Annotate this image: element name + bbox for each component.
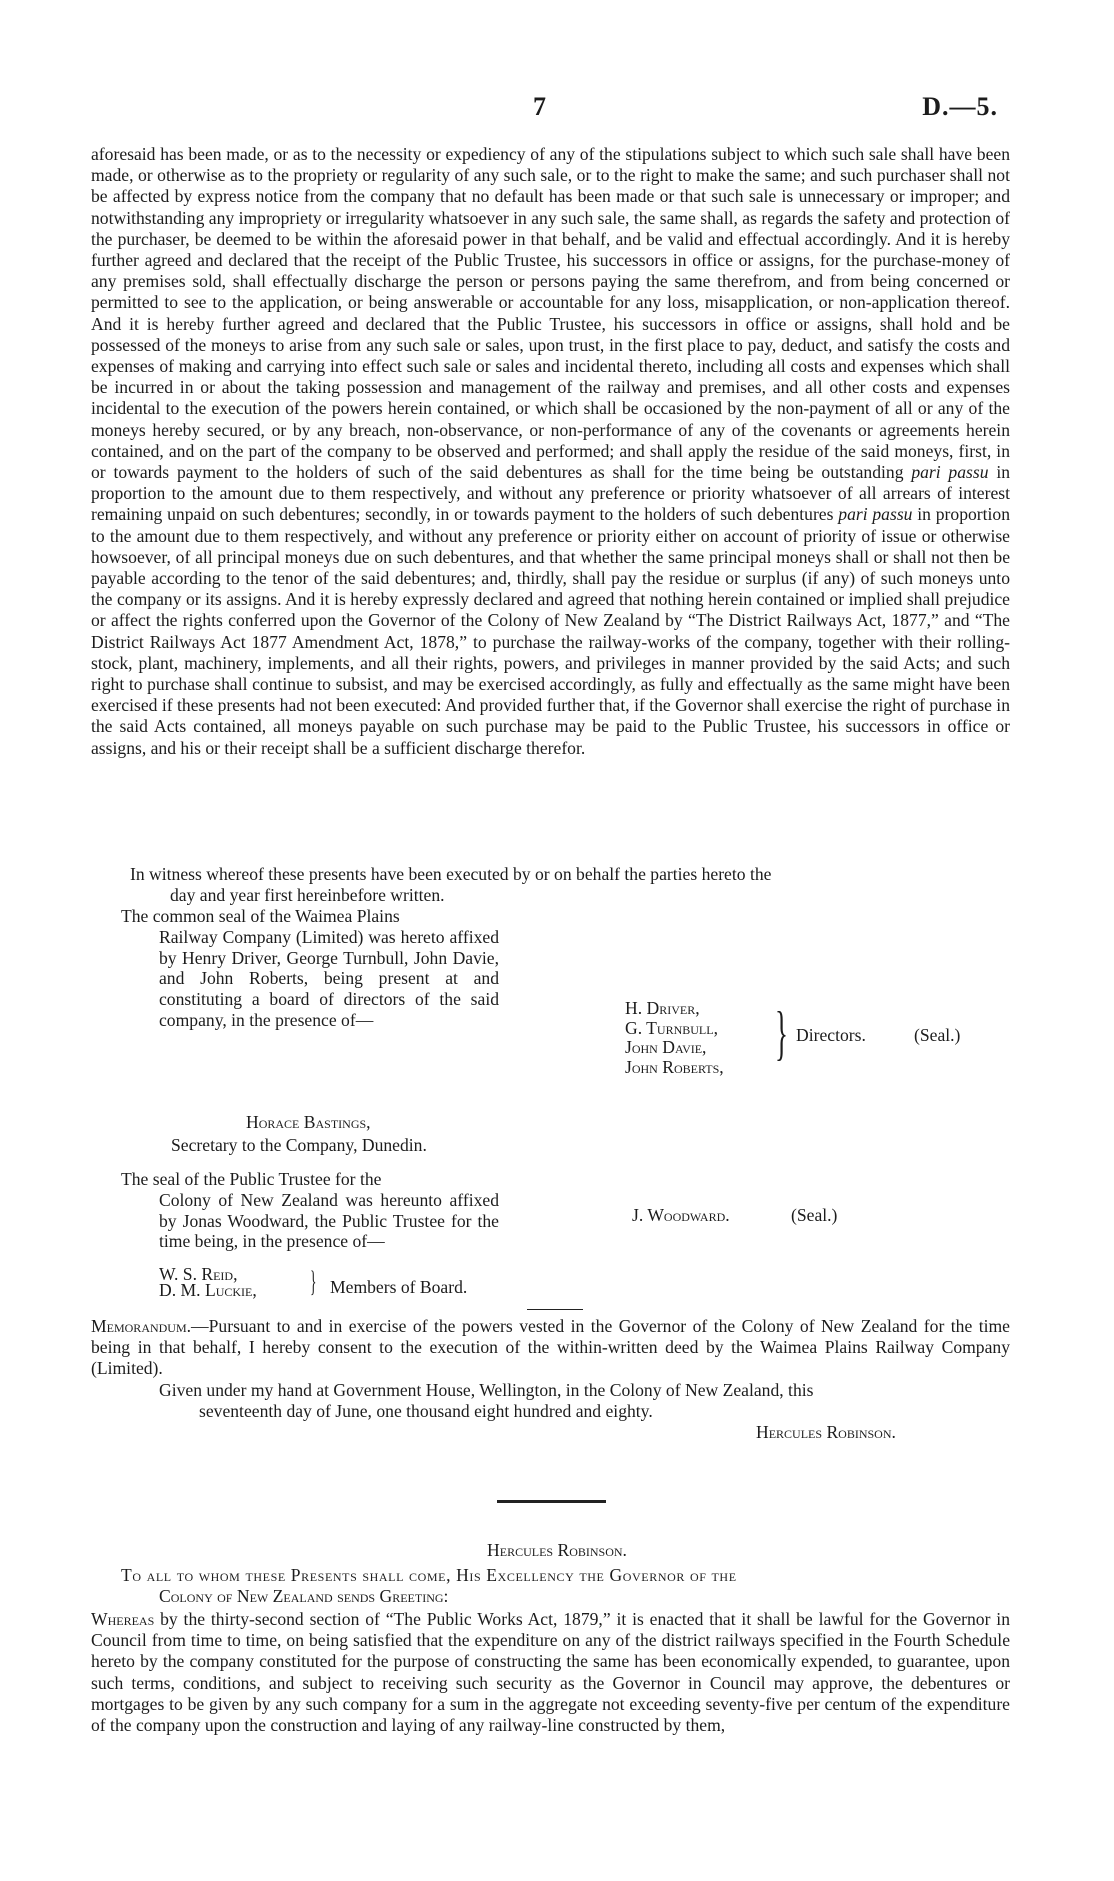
- whereas-lead: Whereas: [91, 1609, 155, 1629]
- trustee-seal-attestation: [121, 1169, 511, 1252]
- whereas-paragraph: [91, 1609, 1010, 1736]
- company-secretary-title: Secretary to the Company, Dunedin.: [171, 1135, 427, 1155]
- board-member-name: W. S. Reid,: [159, 1264, 238, 1284]
- latin-phrase: pari passu: [911, 462, 989, 483]
- greeting-line1: To all to whom these Presents shall come, His Excellency the Governor of the: [121, 1565, 737, 1585]
- whereas-text: by the thirty-second section of “The Public Works Act, 1879,” it is enacted that it shall be lawful for the Governor in Council from time to time, on being satisfied that the expenditure on any of the district railways specified in the Fourth Schedule hereto by the company constituted for the purpose of constructing the same has been economically expended, to guarantee, upon such terms, conditions, and subject to receiving such security as the Governor in Council may approve, the debentures or mortgages to be given by any such company for a sum in the aggregate not exceeding seventy-five per centum of the expenditure of the company upon the construction and laying of any railway-line constructed by them,: [91, 1609, 1010, 1736]
- section-divider: [527, 1309, 583, 1310]
- trustee-seal-first-line: The seal of the Public Trustee for the: [121, 1169, 382, 1189]
- document-reference: D.—5.: [922, 92, 998, 121]
- director-name: John Davie,: [625, 1037, 707, 1057]
- director-name: John Roberts,: [625, 1056, 724, 1077]
- section-divider: [497, 1500, 606, 1503]
- directors-brace: }: [775, 1000, 788, 1066]
- deed-body-paragraph: [91, 144, 1010, 759]
- board-label: Members of Board.: [330, 1277, 468, 1297]
- latin-phrase: pari passu: [838, 504, 913, 525]
- trustee-seal-text: Colony of New Zealand was hereunto affixed by Jonas Woodward, the Public Trustee for the time being, in the presence of—: [159, 1189, 499, 1252]
- memorandum-given-line1: Given under my hand at Government House, Wellington, in the Colony of New Zealand, this: [159, 1380, 814, 1400]
- greeting-line2: Colony of New Zealand sends Greeting:: [159, 1586, 449, 1606]
- company-seal-label: (Seal.): [914, 1025, 961, 1045]
- company-seal-attestation: [121, 906, 499, 1031]
- page-header: [0, 92, 1114, 122]
- board-brace: }: [310, 1265, 317, 1298]
- trustee-seal-label: (Seal.): [791, 1205, 838, 1225]
- deed-body-text-final: in proportion to the amount due to them respectively, and without any preference or priority either on account of priority of issue or otherwise howsoever, of all principal moneys due on such debentures, and that whether the same principal moneys shall or shall not then be payable according to the tenor of the said debentures; and, thirdly, shall pay the residue or surplus (if any) of such moneys unto the company or its assigns. And it is hereby expressly declared and agreed that nothing herein contained or implied shall prejudice or affect the rights conferred upon the Governor of the Colony of New Zealand by “The District Railways Act, 1877,” and “The District Railways Act 1877 Amendment Act, 1878,” to purchase the railway-works of the company, together with their rolling-stock, plant, machinery, implements, and all their rights, powers, and privileges in manner provided by the said Acts; and such right to purchase shall continue to subsist, and may be exercised accordingly, as fully and effectually as the same might have been exercised if these presents had not been executed: And provided further that, if the Governor shall exercise the right of purchase in the said Acts contained, all moneys payable on such purchase may be paid to the Public Trustee, his successors in office or assigns, and his or their receipt shall be a sufficient discharge therefor.: [91, 504, 1011, 758]
- witness-clause-line2: day and year first hereinbefore written.: [170, 885, 445, 905]
- proclamation-title: Hercules Robinson.: [487, 1540, 627, 1560]
- memorandum-paragraph: [91, 1316, 1010, 1380]
- directors-list: [625, 999, 724, 1077]
- trustee-signature: J. Woodward.: [632, 1205, 730, 1225]
- memorandum-given-line2: seventeenth day of June, one thousand eight hundred and eighty.: [199, 1401, 653, 1421]
- witness-clause-line1: In witness whereof these presents have been executed by or on behalf the parties hereto the: [130, 864, 772, 884]
- memorandum-lead: Memorandum.: [91, 1316, 192, 1336]
- director-name: H. Driver,: [625, 998, 700, 1018]
- page-number: 7: [533, 92, 546, 121]
- memorandum-text: —Pursuant to and in exercise of the powers vested in the Governor of the Colony of New Zealand for the time being in that behalf, I hereby consent to the execution of the within-written deed by the Waimea Plains Railway Company (Limited).: [91, 1316, 1010, 1379]
- governor-signature: Hercules Robinson.: [756, 1422, 896, 1442]
- board-members-list: [159, 1266, 257, 1298]
- directors-label: Directors.: [796, 1025, 866, 1045]
- board-member-name: D. M. Luckie,: [159, 1280, 257, 1300]
- company-seal-text: Railway Company (Limited) was hereto affixed by Henry Driver, George Turnbull, John Davie, and John Roberts, being present at and constituting a board of directors of the said company, in the presence of—: [159, 926, 499, 1030]
- company-secretary-name: Horace Bastings,: [246, 1112, 371, 1132]
- deed-body-text-continued: in proportion to the amount due to them respectively, and without any preference or priority whatsoever of all arrears of interest remaining unpaid on such debentures; secondly, in or towards payment to the holders of such debentures: [91, 462, 1011, 525]
- deed-body-text: aforesaid has been made, or as to the necessity or expediency of any of the stipulations subject to which such sale shall have been made, or otherwise as to the propriety or regularity of any such sale, or to the right to make the same; and such purchaser shall not be affected by express notice from the company that no default has been made or that such sale is unnecessary or improper; and notwithstanding any impropriety or irregularity whatsoever in any such sale, the same shall, as regards the safety and protection of the purchaser, be deemed to be within the aforesaid power in that behalf, and be valid and effectual accordingly. And it is hereby further agreed and declared that the receipt of the Public Trustee, his successors in office or assigns, for the purchase-money of any premises sold, shall effectually discharge the person or persons paying the same therefrom, and from being concerned or permitted to see to the application, or being answerable or accountable for any loss, misapplication, or non-application thereof. And it is hereby further agreed and declared that the Public Trustee, his successors in office or assigns, shall hold and be possessed of the moneys to arise from any such sale or sales, upon trust, in the first place to pay, deduct, and satisfy the costs and expenses of making and carrying into effect such sale or sales and incidental thereto, including all costs and expenses which shall be incurred in or about the taking possession and management of the railway and premises, and all other costs and expenses incidental to the execution of the powers herein contained, or which shall be occasioned by the non-payment of all or any of the moneys hereby secured, or by any breach, non-observance, or non-performance of any of the covenants or agreements herein contained, and on the part of the company to be observed and performed; and shall apply the residue of the said moneys, first, in or towards payment to the holders of such of the said debentures as shall for the time being be outstanding: [91, 144, 1011, 483]
- company-seal-first-line: The common seal of the Waimea Plains: [121, 906, 400, 926]
- director-name: G. Turnbull,: [625, 1017, 718, 1038]
